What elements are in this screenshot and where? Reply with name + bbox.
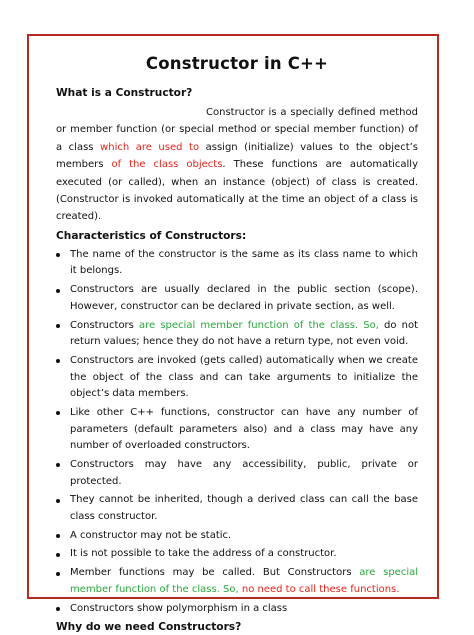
list-item-text: A constructor may not be static. bbox=[70, 529, 232, 541]
list-item-text: They cannot be inherited, though a derived class can call the base class constructor. bbox=[70, 494, 418, 522]
list-item bbox=[56, 247, 418, 280]
intro-text-red-2: of the class objects bbox=[111, 159, 223, 171]
page-title: Constructor in C++ bbox=[145, 54, 329, 73]
list-item-text: The name of the constructor is the same as its class name to which it belongs. bbox=[70, 248, 418, 277]
bullet-icon bbox=[56, 324, 60, 328]
list-item bbox=[56, 565, 418, 598]
list-item-text: Constructors show polymorphism in a class bbox=[70, 602, 288, 614]
list-item bbox=[56, 492, 418, 525]
list-item-text: Member functions may be called. But Constructors bbox=[70, 567, 360, 579]
bullet-icon bbox=[56, 499, 60, 503]
section-heading-what-is: What is a Constructor? bbox=[56, 87, 193, 99]
list-item-text: Constructors are usually declared in the public section (scope). However, constructor can be declared in private section, as well. bbox=[70, 284, 418, 312]
characteristics-list bbox=[56, 247, 418, 617]
list-item bbox=[56, 318, 418, 351]
list-item bbox=[56, 457, 418, 490]
list-item bbox=[56, 528, 418, 545]
bullet-icon bbox=[56, 553, 60, 557]
list-item bbox=[56, 282, 418, 315]
bullet-icon bbox=[56, 253, 60, 257]
bullet-icon bbox=[56, 572, 60, 576]
list-item-text: Constructors bbox=[70, 319, 140, 331]
section-heading-why: Why do we need Constructors? bbox=[56, 621, 242, 634]
list-item bbox=[56, 353, 418, 403]
intro-text-1: Constructor is a specially defined method or member function (or special method or special member function) of a class bbox=[56, 107, 418, 153]
intro-text-3: . These functions are automatically executed (or called), when an instance (object) of class is created. (Constructor is invoked automatically at the time an object of a class is created). bbox=[56, 159, 418, 223]
bullet-icon bbox=[56, 411, 60, 415]
list-item-text: do not return values; hence they do not have a return type, not even void. bbox=[70, 319, 419, 348]
page-content bbox=[56, 54, 418, 635]
list-item-text: Like other C++ functions, constructor can have any number of parameters (default parameters also) and a class may have any number of overloaded constructors. bbox=[70, 406, 418, 452]
list-item-text: are special member function of the class. So, bbox=[70, 567, 418, 595]
bullet-icon bbox=[56, 289, 60, 293]
list-item-text: no need to call these functions. bbox=[241, 583, 400, 595]
list-item-text: are special member function of the class. So, bbox=[139, 319, 379, 331]
intro-paragraph bbox=[56, 104, 418, 226]
bullet-icon bbox=[56, 463, 60, 467]
bullet-icon bbox=[56, 359, 60, 363]
list-item-text: It is not possible to take the address of a constructor. bbox=[70, 548, 337, 560]
list-item bbox=[56, 546, 418, 563]
bullet-icon bbox=[56, 607, 60, 611]
list-item bbox=[56, 405, 418, 455]
list-item-text: Constructors may have any accessibility, public, private or protected. bbox=[70, 458, 418, 487]
intro-text-red-1: which are used to bbox=[100, 141, 200, 153]
section-heading-characteristics: Characteristics of Constructors: bbox=[56, 229, 247, 242]
intro-text-2: assign (initialize) values to the object’s members bbox=[56, 141, 419, 171]
bullet-icon bbox=[56, 534, 60, 538]
list-item-text: Constructors are invoked (gets called) automatically when we create the object of the class and can take arguments to initialize the object’s data members. bbox=[70, 354, 418, 400]
list-item bbox=[56, 601, 418, 618]
